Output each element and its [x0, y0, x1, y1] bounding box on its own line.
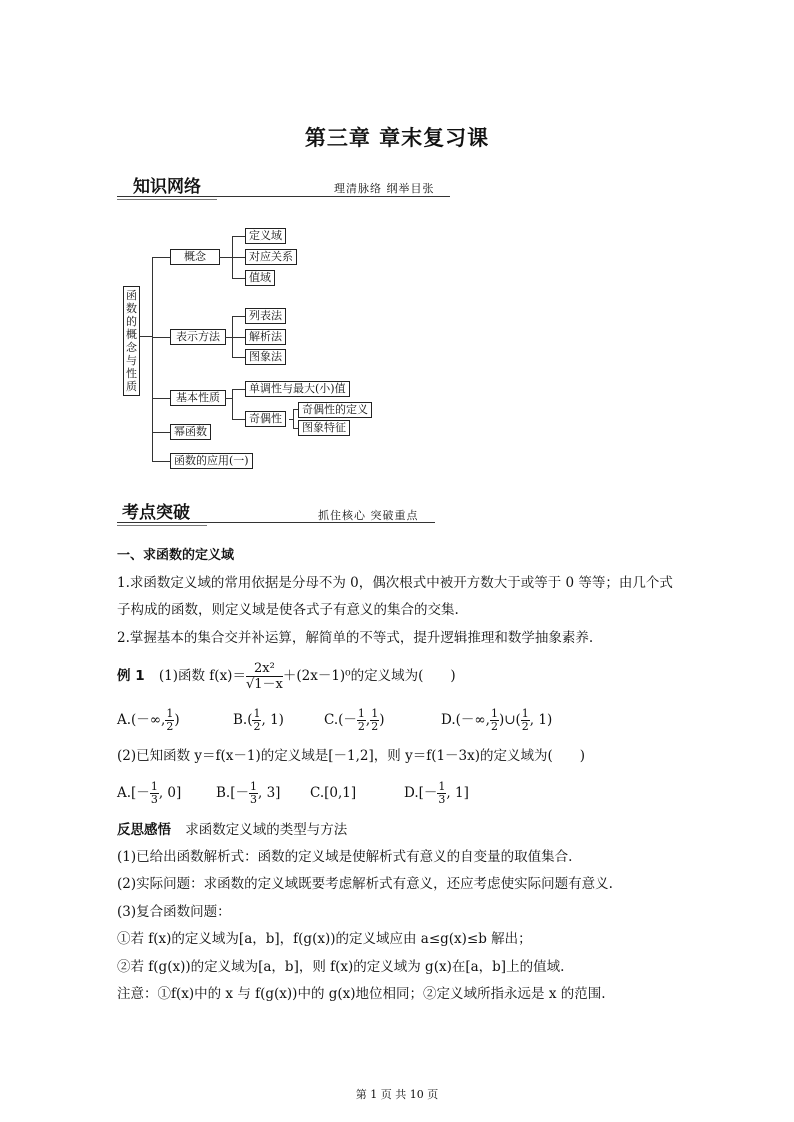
tree-connector	[152, 257, 170, 258]
option-a: A.(－∞, $\frac{1}{2}$ )	[117, 707, 180, 733]
section-subtitle-knowledge: 理清脉络 纲举目张	[334, 182, 435, 195]
option-d: D.(－∞, $\frac{1}{2}$ )∪( $\frac{1}{2}$ , 1)	[441, 707, 553, 733]
example-1-question-1	[117, 658, 456, 694]
tree-connector	[152, 461, 170, 462]
tree-connector	[232, 257, 245, 258]
tree-connector	[232, 337, 245, 338]
tree-connector	[225, 398, 232, 399]
section-rule-accent	[117, 525, 207, 526]
reflection-title: 求函数定义域的类型与方法	[185, 822, 348, 838]
reflection-line: 注意：①f(x)中的 x 与 f(g(x))中的 g(x)地位相同；②定义域所指永远是 x 的范围.	[117, 986, 606, 1002]
reflection-line: ②若 f(g(x))的定义域为[a，b]，则 f(x)的定义域为 g(x)在[a，b]上的值域.	[117, 959, 565, 975]
section-heading-knowledge: 知识网络	[133, 177, 201, 197]
node-monotonic: 单调性与最大(小)值	[245, 381, 350, 397]
paragraph: 子构成的函数，则定义域是使各式子有意义的集合的交集.	[117, 602, 459, 618]
node-range: 值域	[245, 270, 275, 286]
tree-connector	[232, 389, 233, 419]
node-basic-props: 基本性质	[170, 390, 226, 406]
question-1-options	[117, 706, 553, 734]
section-rule	[117, 522, 435, 523]
reflection-heading	[117, 820, 347, 840]
node-graph-method: 图象法	[245, 349, 286, 365]
tree-connector	[232, 236, 245, 237]
tree-connector	[225, 337, 232, 338]
tree-connector	[152, 257, 153, 461]
reflection-label: 反思感悟	[117, 822, 171, 838]
node-power-function: 幂函数	[170, 424, 211, 440]
option-c: C.[0,1]	[310, 785, 357, 801]
example-1-question-2: (2)已知函数 y＝f(x－1)的定义域是[－1,2]，则 y＝f(1－3x)的定义域为( )	[117, 748, 586, 764]
option-b: B.[－ $\frac{1}{3}$ , 3]	[216, 780, 281, 806]
tree-connector	[293, 409, 294, 428]
reflection-line: (2)实际问题：求函数的定义域既要考虑解析式有意义，还应考虑使实际问题有意义.	[117, 876, 613, 892]
fraction	[246, 661, 283, 692]
section-subtitle-exam: 抓住核心 突破重点	[318, 509, 419, 522]
node-graph-feature: 图象特征	[298, 420, 350, 436]
node-parity: 奇偶性	[245, 411, 286, 427]
tree-root: 函数的概念与性质	[123, 286, 140, 396]
section-heading-exam: 考点突破	[122, 503, 190, 523]
tree-connector	[152, 398, 170, 399]
node-concept: 概念	[170, 249, 220, 265]
node-parity-definition: 奇偶性的定义	[298, 402, 372, 418]
option-a: A.[－ $\frac{1}{3}$ , 0]	[117, 780, 182, 806]
question-text: (1)函数 f(x)＝	[158, 668, 246, 684]
page-footer: 第 1 页 共 10 页	[355, 1088, 439, 1101]
page-title: 第三章 章末复习课	[304, 126, 490, 150]
question-text: ＋(2x－1)⁰的定义域为( )	[282, 668, 456, 684]
subsection-title: 一、求函数的定义域	[117, 548, 235, 563]
tree-connector	[289, 419, 293, 420]
node-application: 函数的应用(一)	[170, 453, 253, 469]
tree-connector	[232, 357, 245, 358]
option-b: B.( $\frac{1}{2}$ , 1)	[233, 707, 284, 733]
tree-connector	[232, 278, 245, 279]
paragraph: 1.求函数定义域的常用依据是分母不为 0，偶次根式中被开方数大于或等于 0 等等；由几个式	[117, 575, 673, 591]
fraction-denominator: √1－x	[245, 677, 283, 692]
tree-connector	[232, 389, 245, 390]
question-2-options	[117, 779, 469, 807]
reflection-line: (3)复合函数问题：	[117, 904, 231, 920]
option-c: C.(－ $\frac{1}{2}$ , $\frac{1}{2}$ )	[324, 707, 385, 733]
example-label: 例 1	[117, 668, 145, 684]
node-table-method: 列表法	[245, 308, 286, 324]
tree-connector	[219, 257, 232, 258]
tree-connector	[232, 419, 245, 420]
node-representation: 表示方法	[170, 329, 226, 345]
node-formula-method: 解析法	[245, 329, 286, 345]
fraction-numerator: 2x²	[246, 661, 283, 677]
tree-connector	[232, 316, 245, 317]
paragraph: 2.掌握基本的集合交并补运算，解简单的不等式，提升逻辑推理和数学抽象素养.	[117, 630, 594, 646]
option-d: D.[－ $\frac{1}{3}$ , 1]	[404, 780, 469, 806]
reflection-line: ①若 f(x)的定义域为[a，b]，f(g(x))的定义域应由 a≤g(x)≤b 解出；	[117, 931, 532, 947]
section-rule	[117, 196, 450, 197]
section-rule-accent	[117, 199, 217, 200]
tree-connector	[152, 432, 170, 433]
tree-connector	[140, 336, 152, 337]
reflection-line: (1)已给出函数解析式：函数的定义域是使解析式有意义的自变量的取值集合.	[117, 849, 573, 865]
tree-connector	[152, 337, 170, 338]
node-mapping: 对应关系	[245, 249, 297, 265]
node-domain: 定义域	[245, 228, 286, 244]
